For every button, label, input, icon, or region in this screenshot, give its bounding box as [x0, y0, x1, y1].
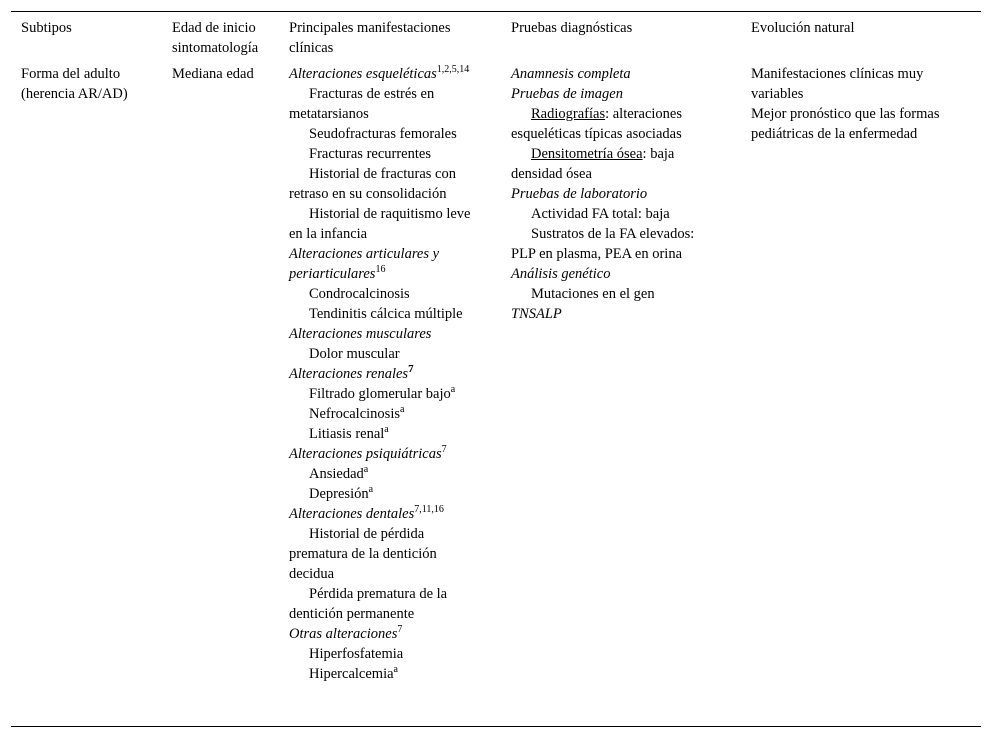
header-subtipos: Subtipos: [21, 20, 72, 36]
skeletal-section-title: Alteraciones esqueléticas$^{1,2,5,14}$: [289, 64, 470, 82]
muscular-section-title: Alteraciones musculares: [289, 326, 432, 342]
list-item: Fracturas recurrentes: [309, 146, 431, 162]
list-item: Mutaciones en el gen: [531, 286, 655, 302]
list-item: Historial de pérdida prematura de la dentición decidua: [289, 526, 437, 582]
list-item: Nefrocalcinosis$^a$: [309, 404, 405, 422]
manifestations-cell: [289, 64, 481, 684]
table-bottom-rule: [11, 726, 981, 727]
table-header-row: [11, 12, 981, 59]
evolution-line: Manifestaciones clínicas muy variables: [751, 66, 924, 102]
diagnostics-cell: [511, 64, 721, 324]
list-item: Pérdida prematura de la dentición permanente: [289, 586, 448, 622]
list-item: Ansiedad$^a$: [309, 464, 369, 482]
genetic-section-title: Análisis genético: [511, 266, 611, 282]
list-item: Densitometría ósea: baja densidad ósea: [511, 146, 675, 182]
clinical-table: [11, 11, 981, 727]
list-item: Historial de raquitismo leve en la infancia: [289, 206, 471, 242]
psychiatric-section-title: Alteraciones psiquiátricas$^7$: [289, 444, 447, 462]
list-item: Hipercalcemia$^a$: [309, 664, 398, 682]
list-item: Filtrado glomerular bajo$^a$: [309, 384, 456, 402]
list-item: Dolor muscular: [309, 346, 400, 362]
lab-section-title: Pruebas de laboratorio: [511, 186, 648, 202]
subtype-cell: Forma del adulto (herencia AR/AD): [21, 66, 128, 102]
anamnesis-item: Anamnesis completa: [511, 66, 631, 82]
list-item: Hiperfosfatemia: [309, 646, 404, 662]
renal-section-title: Alteraciones renales$^7$: [289, 363, 414, 382]
table-row: [11, 59, 981, 722]
list-item: Seudofracturas femorales: [309, 126, 457, 142]
list-item: Historial de fracturas con retraso en su consolidación: [289, 166, 456, 202]
header-pruebas: Pruebas diagnósticas: [511, 20, 633, 36]
header-manifestaciones: Principales manifestaciones clínicas: [289, 20, 451, 56]
evolution-cell: [751, 64, 971, 144]
list-item: Depresión$^a$: [309, 484, 374, 502]
other-section-title: Otras alteraciones$^7$: [289, 624, 403, 642]
list-item: Sustratos de la FA elevados: PLP en plasma, PEA en orina: [511, 226, 695, 262]
list-item: Condrocalcinosis: [309, 286, 410, 302]
articular-section-title: Alteraciones articulares y periarticulares$^{16}$: [289, 246, 440, 282]
dental-section-title: Alteraciones dentales$^{7,11,16}$: [289, 504, 444, 522]
list-item: Litiasis renal$^a$: [309, 424, 389, 442]
list-item: Actividad FA total: baja: [531, 206, 670, 222]
header-edad-inicio: Edad de inicio sintomatología: [172, 20, 259, 56]
onset-age-cell: Mediana edad: [172, 66, 254, 82]
gene-name: TNSALP: [511, 306, 562, 322]
list-item: Tendinitis cálcica múltiple: [309, 306, 463, 322]
list-item: Radiografías: alteraciones esqueléticas típicas asociadas: [511, 106, 682, 142]
header-evolucion: Evolución natural: [751, 20, 855, 36]
evolution-line: Mejor pronóstico que las formas pediátricas de la enfermedad: [751, 106, 940, 142]
list-item: Fracturas de estrés en metatarsianos: [289, 86, 435, 122]
imaging-section-title: Pruebas de imagen: [511, 86, 623, 102]
